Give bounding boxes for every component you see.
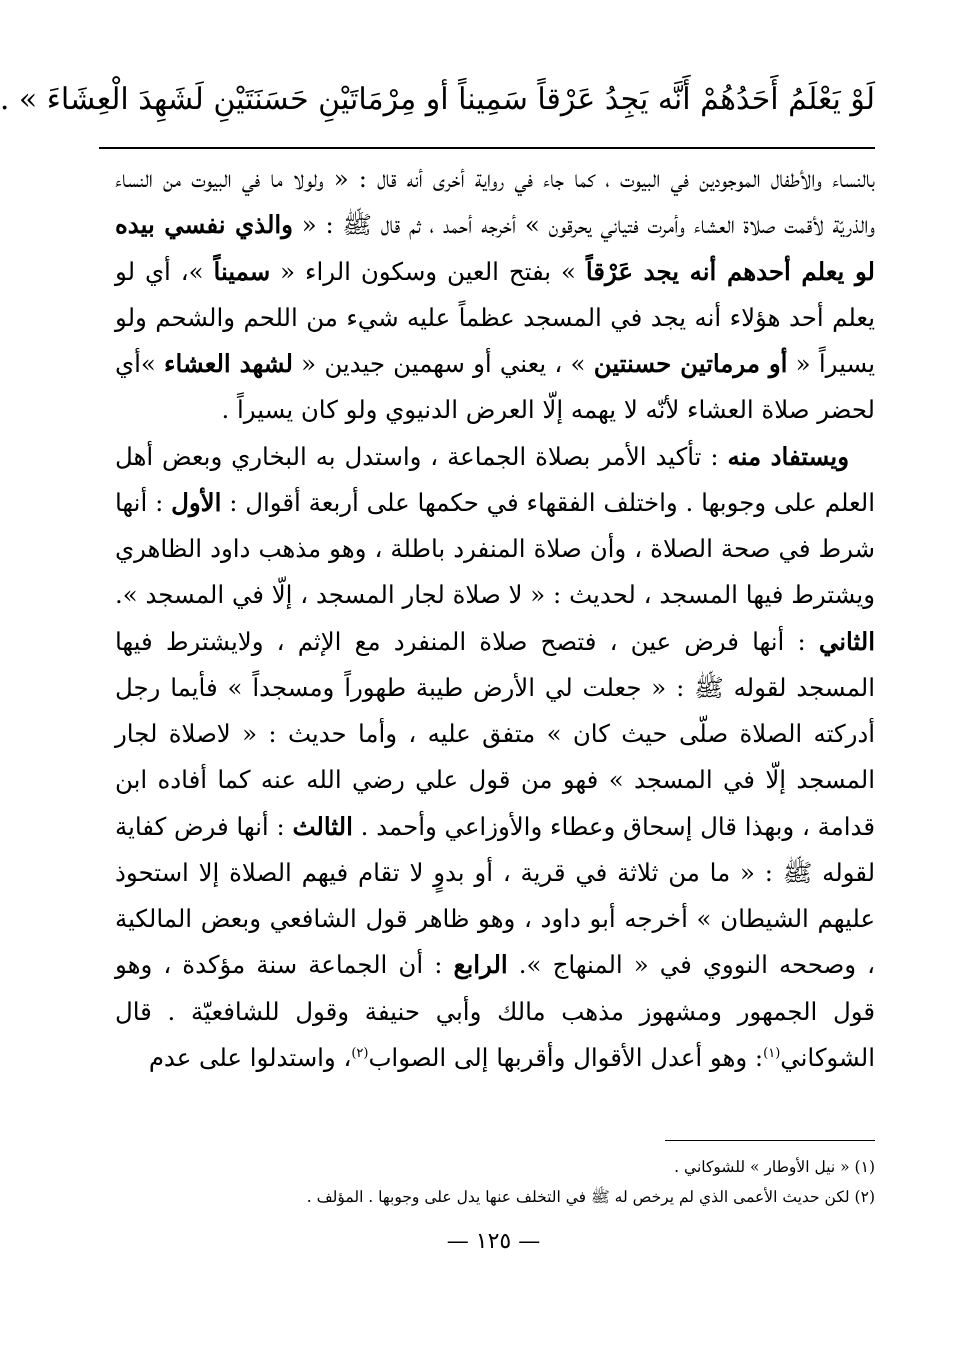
text-span: : وهو أعدل الأقوال وأقربها إلى الصواب	[368, 1042, 764, 1072]
bold-hadith-text: أو مرماتين حسنتين	[593, 349, 788, 378]
footnote-ref-1[interactable]: (١)	[763, 1045, 781, 1061]
text-span: : تأكيد الأمر بصلاة الجماعة ، واستدل به البخاري وبعض أهل العلم على وجوبها . واختلف الفقهاء في حكمها على أربعة أقوال :	[115, 441, 875, 517]
main-text	[115, 156, 875, 1081]
bold-heading: الثالث	[292, 811, 353, 841]
text-span: : أنها فرض كفاية لقوله ﷺ : « ما من ثلاثة في قرية ، أو بدوٍ لا تقام فيهم الصلاة إلا استحوذ عليهم الشيطان » أخرجه أبو داود ، وهو ظاهر قول الشافعي وبعض المالكية ، وصححه النووي في « المنهاج ».	[115, 811, 875, 980]
text-span: ، واستدلوا على عدم	[148, 1042, 352, 1072]
text-span: » بفتح العين وسكون الراء «	[270, 256, 586, 286]
footnotes	[115, 1152, 875, 1212]
footnote-ref-2[interactable]: (٢)	[351, 1045, 369, 1061]
text-span: »، أي لو يعلم أحد هؤلاء أنه يجد في المسجد عظماً عليه شيء من اللحم والشحم ولو يسيراً «	[115, 256, 875, 378]
bold-heading: ويستفاد منه	[727, 441, 849, 471]
text-span: بالنساء والأطفال الموجودين في البيوت ، كما جاء في رواية أخرى أنه قال : « ولولا ما في البيوت من النساء والذريّة لأقمت صلاة العشاء وأمرت فتياني يحرقون » أخرجه أحمد ، ثم قال ﷺ : «	[115, 164, 875, 240]
footnote-2: (٢) لكن حديث الأعمى الذي لم يرخص له ﷺ في التخلف عنها يدل على وجوبها . المؤلف .	[306, 1188, 875, 1206]
text-span: »أي لحضر صلاة العشاء لأنّه لا يهمه إلّا العرض الدنيوي ولو كان يسيراً .	[115, 349, 875, 425]
footnote-divider	[665, 1140, 875, 1141]
footnote-1: (١) « نيل الأوطار » للشوكاني .	[674, 1158, 875, 1176]
header-divider	[99, 147, 875, 149]
text-span: : أن الجماعة سنة مؤكدة ، وهو قول الجمهور ومشهوز مذهب مالك وأبي حنيفة وقول للشافعيّة . قال الشوكاني	[115, 950, 875, 1072]
bold-heading: الرابع	[453, 950, 508, 980]
hadith-verse-header: لَوْ يَعْلَمُ أَحَدُهُمْ أَنَّه يَجِدُ عَرْقاً سَمِيناً أو مِرْمَاتَيْنِ حَسَنَتَيْنِ لَشَهِدَ الْعِشَاءَ » .	[0, 82, 875, 117]
bold-hadith-text: سميناً	[213, 256, 271, 286]
bold-hadith-text: والذي نفسي بيده لو يعلم أحدهم أنه يجد عَرْقاً	[115, 210, 875, 286]
text-span: : أنها فرض عين ، فتصح صلاة المنفرد مع الإثم ، ولايشترط فيها المسجد لقوله ﷺ : « جعلت لي الأرض طيبة طهوراً ومسجداً » فأيما رجل أدركته الصلاة صلّى حيث كان » متفق عليه ، وأما حديث : « لاصلاة لجار المسجد إلّا في المسجد » فهو من قول علي رضي الله عنه كما أفاده ابن قدامة ، وبهذا قال إسحاق وعطاء والأوزاعي وأحمد .	[115, 626, 875, 841]
paragraph-1	[115, 156, 875, 434]
bold-hadith-text: لشهد العشاء	[164, 349, 293, 378]
text-span: » ، يعني أو سهمين جيدين «	[292, 349, 594, 378]
paragraph-2	[115, 434, 875, 1082]
text-span: : أنها شرط في صحة الصلاة ، وأن صلاة المنفرد باطلة ، وهو مذهب داود الظاهري ويشترط فيها المسجد ، لحديث : « لا صلاة لجار المسجد ، إلّا في المسجد ».	[115, 487, 875, 610]
bold-heading: الثاني	[818, 626, 875, 656]
page-number: — ١٢٥ —	[446, 1229, 541, 1254]
bold-heading: الأول	[171, 487, 222, 517]
